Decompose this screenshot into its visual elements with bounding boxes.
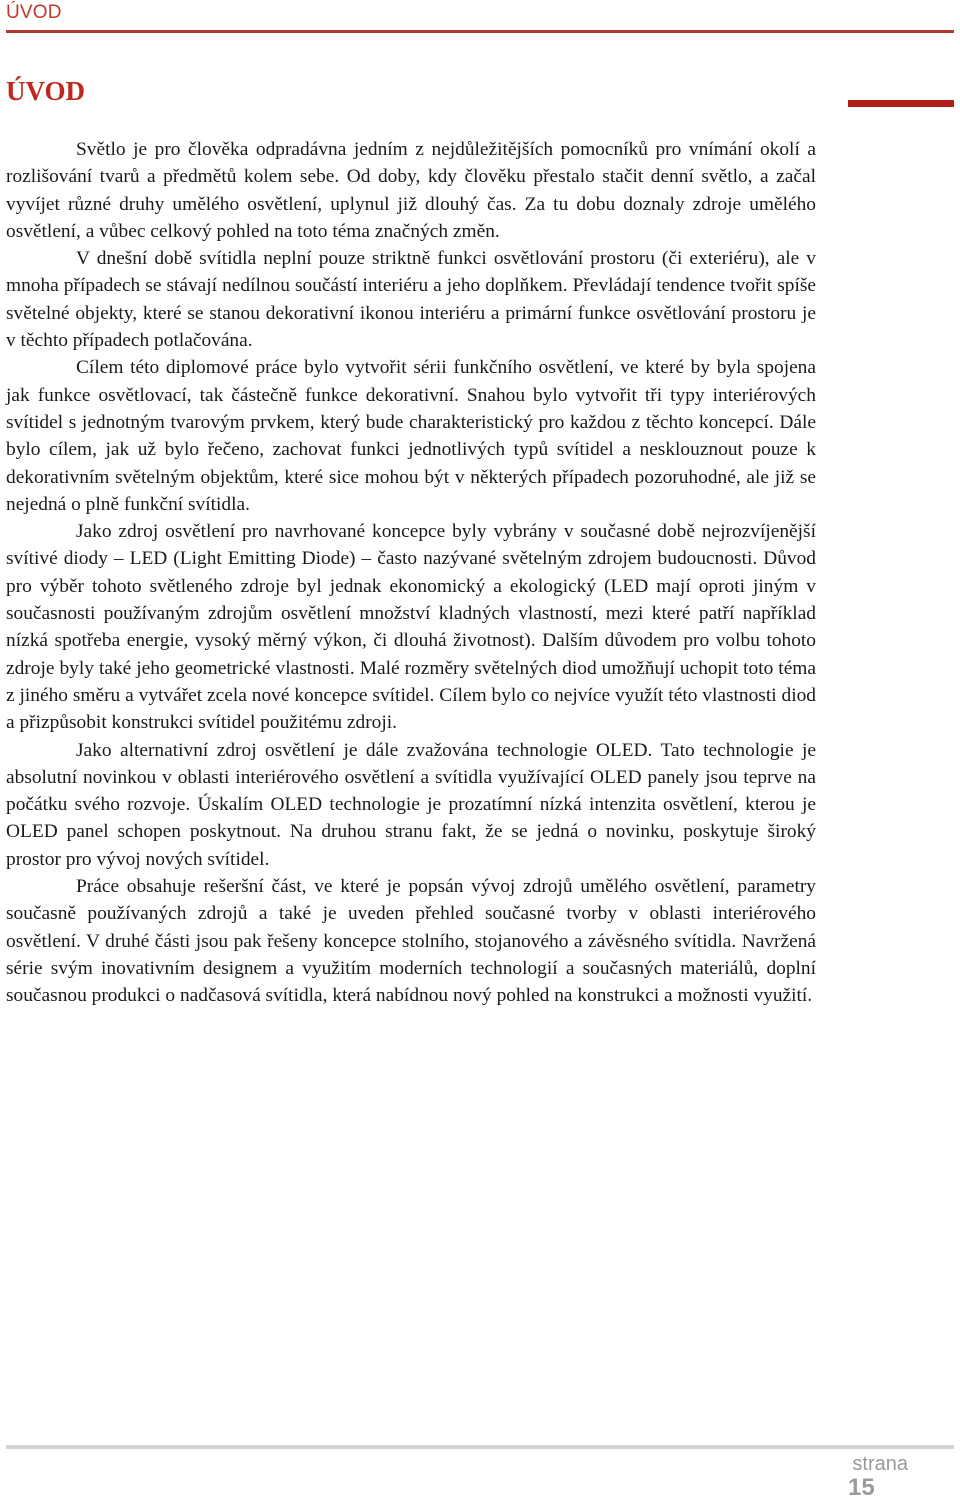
body-text [6, 136, 816, 1010]
paragraph: Světlo je pro člověka odpradávna jedním z nejdůležitějších pomocníků pro vnímání okolí a rozlišování tvarů a předmětů kolem sebe. Od doby, kdy člověku přestalo stačit denní světlo, a začal vyvíjet různé druhy umělého osvětlení, uplynul již dlouhý čas. Za tu dobu doznaly zdroje umělého osvětlení, a vůbec celkový pohled na toto téma značných změn. [6, 139, 816, 242]
title-accent-bar [848, 100, 954, 107]
paragraph: Cílem této diplomové práce bylo vytvořit sérii funkčního osvětlení, ve které by byla spojena jak funkce osvětlovací, tak částečně funkce dekorativní. Snahou bylo vytvořit tři typy interiérových svítidel s jednotným tvarovým prvkem, který bude charakteristický pro každou z těchto koncepcí. Dále bylo cílem, jak už bylo řečeno, zachovat funkci jednotlivých typů svítidel a nesklouznout pouze k dekorativním světelným objektům, které sice mohou být v některých případech pozoruhodné, ale již se nejedná o plně funkční svítidla. [6, 357, 816, 515]
paragraph: V dnešní době svítidla neplní pouze striktně funkci osvětlování prostoru (či exteriéru), ale v mnoha případech se stávají nedílnou součástí interiéru a jeho doplňkem. Převládají tendence tvořit spíše světelné objekty, které se stanou dekorativní ikonou interiéru a primární funkce osvětlování prostoru je v těchto případech potlačována. [6, 248, 816, 352]
chapter-title: ÚVOD [6, 76, 85, 106]
page-label: strana [852, 1453, 908, 1475]
paragraph: Práce obsahuje rešeršní část, ve které je popsán vývoj zdrojů umělého osvětlení, parametry současně používaných zdrojů a také je uveden přehled současné tvorby v oblasti interiérového osvětlení. V druhé části jsou pak řešeny koncepce stolního, stojanového a závěsného svítidla. Navržená série svým inovativním designem a využitím moderních technologií a současných materiálů, doplní současnou produkci o nadčasová svítidla, která nabídnou nový pohled na konstrukci a možnosti využití. [6, 876, 816, 1007]
paragraph: Jako alternativní zdroj osvětlení je dále zvažována technologie OLED. Tato technologie je absolutní novinkou v oblasti interiérového osvětlení a svítidla využívající OLED panely jsou teprve na počátku svého rozvoje. Úskalím OLED technologie je prozatímní nízká intenzita osvětlení, kterou je OLED panel schopen poskytnout. Na druhou stranu fakt, že se jedná o novinku, poskytuje široký prostor pro vývoj nových svítidel. [6, 739, 816, 870]
paragraph: Jako zdroj osvětlení pro navrhované koncepce byly vybrány v současné době nejrozvíjenější svítivé diody – LED (Light Emitting Diode) – často nazývané světelným zdrojem budoucnosti. Důvod pro výběr tohoto světleného zdroje byl jednak ekonomický a ekologický (LED mají oproti jiným v současnosti používaným zdrojům osvětlení množství kladných vlastností, mezi které patří například nízká spotřeba energie, vysoký měrný výkon, či dlouhá životnost). Dalším důvodem pro volbu tohoto zdroje byly také jeho geometrické vlastnosti. Malé rozměry světelných diod umožňují uchopit toto téma z jiného směru a vytvářet zcela nové koncepce svítidel. Cílem bylo co nejvíce využít této vlastnosti diod a přizpůsobit konstrukci svítidel použitému zdroji. [6, 521, 816, 734]
running-header-title: ÚVOD [6, 2, 62, 23]
page-number: 15 [848, 1474, 875, 1501]
footer-divider [6, 1445, 954, 1449]
header-divider [6, 30, 954, 33]
